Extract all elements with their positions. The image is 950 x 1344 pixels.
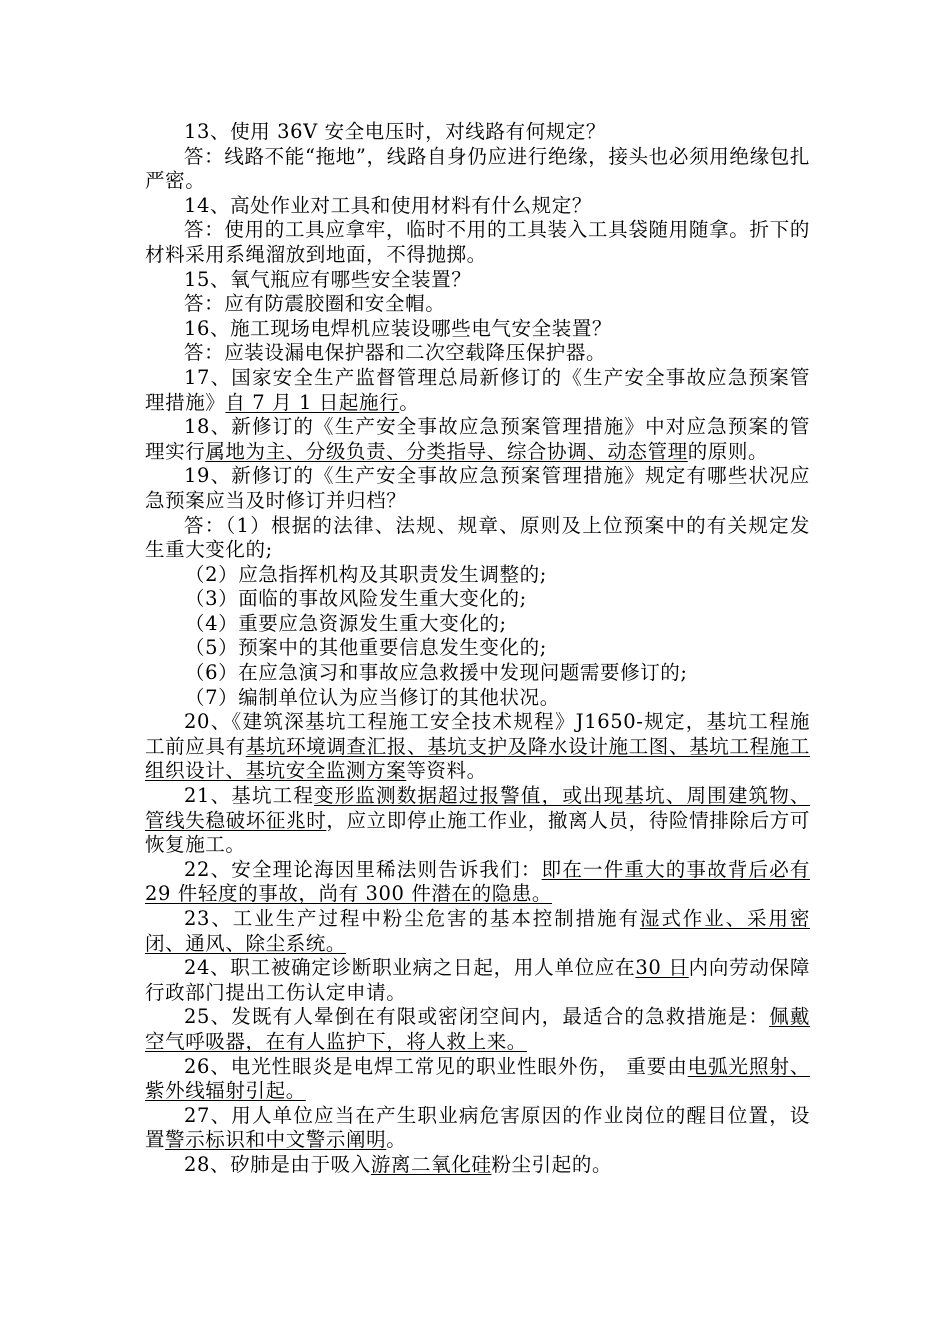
paragraph [145, 194, 810, 219]
text-run: 16、施工现场电焊机应装设哪些电气安全装置？ [184, 316, 613, 340]
text-run: 答：使用的工具应拿牢，临时不用的工具装入工具袋随用随拿。折下的材料采用系绳溜放到地面，不得抛掷。 [145, 218, 810, 266]
paragraph [145, 317, 810, 342]
text-run: （4）重要应急资源发生重大变化的; [185, 611, 507, 635]
text-run: 24、职工被确定诊断职业病之日起，用人单位应在 [184, 956, 636, 980]
paragraph [145, 1104, 810, 1153]
text-run: 等资料。 [406, 759, 487, 783]
underlined-answer: 变形监测数据超过报警值，或出现基坑、周围建筑物、管线失稳破坏征兆时 [145, 784, 810, 832]
paragraph [145, 464, 810, 513]
list-item [145, 563, 810, 588]
paragraph [145, 514, 810, 563]
text-run: 20、《建筑深基坑工程施工安全技术规程》J1650-规定，基坑工程施工前应具有 [145, 710, 810, 758]
document-body [145, 120, 810, 1178]
text-run: 21、基坑工程 [184, 784, 315, 808]
text-run: 25、发既有人晕倒在有限或密闭空间内，最适合的急救措施是： [184, 1005, 770, 1029]
text-run: 28、矽肺是由于吸入 [184, 1152, 371, 1176]
text-run: 13、使用 36V 安全电压时，对线路有何规定？ [184, 120, 607, 143]
underlined-answer: 电弧光照射、紫外线辐射引起。 [145, 1054, 810, 1103]
text-run: 18、新修订的《生产安全事故应急预案管理措施》中对应急预案的管理实行 [145, 415, 810, 463]
text-run: ，应立即停止施工作业，撤离人员，待险情排除后方可恢复施工。 [145, 808, 810, 857]
text-run: 。 [399, 390, 420, 414]
text-run: 的原则。 [687, 439, 769, 463]
paragraph [145, 292, 810, 317]
text-run: 答：应有防震胶圈和安全帽。 [184, 292, 446, 316]
underlined-answer: 基坑环境调查汇报、基坑支护及降水设计施工图、基坑工程施工组织设计、基坑安全监测方案 [145, 734, 810, 783]
underlined-answer: 自 7 月 1 日起施行 [225, 390, 400, 414]
underlined-answer: 佩戴空气呼吸器，在有人监护下，将人救上来。 [145, 1005, 810, 1053]
list-item [145, 612, 810, 637]
paragraph [145, 858, 810, 907]
text-run: 15、氧气瓶应有哪些安全装置？ [184, 267, 472, 291]
paragraph [145, 710, 810, 784]
text-run: 22、安全理论海因里稀法则告诉我们： [184, 857, 542, 881]
paragraph [145, 1153, 810, 1178]
text-run: 27、用人单位应当在产生职业病危害原因的作业岗位的醒目位置，设置 [145, 1103, 810, 1152]
text-run: （7）编制单位认为应当修订的其他状况。 [185, 685, 560, 709]
text-run: 答：应装设漏电保护器和二次空载降压保护器。 [184, 341, 607, 365]
text-run: 19、新修订的《生产安全事故应急预案管理措施》规定有哪些状况应急预案应当及时修订并归档？ [145, 464, 810, 512]
underlined-answer: 湿式作业、采用密闭、通风、除尘系统。 [145, 907, 810, 955]
text-run: 答：线路不能“拖地”，线路自身仍应进行绝缘，接头也必须用绝缘包扎严密。 [145, 144, 810, 193]
text-run: 14、高处作业对工具和使用材料有什么规定？ [184, 193, 592, 217]
underlined-answer: 属地为主、分级负责、分类指导、综合协调、动态管理 [205, 439, 688, 463]
list-item [145, 661, 810, 686]
text-run: （5）预案中的其他重要信息发生变化的; [185, 636, 547, 660]
underlined-answer: 30 日 [635, 956, 689, 980]
paragraph [145, 415, 810, 464]
underlined-answer: 即在一件重大的事故背后必有 29 件轻度的事故，尚有 300 件潜在的隐患。 [145, 857, 810, 906]
text-run: 26、电光性眼炎是电焊工常见的职业性眼外伤， 重要由 [184, 1054, 688, 1078]
paragraph [145, 907, 810, 956]
list-item [145, 636, 810, 661]
paragraph [145, 1055, 810, 1104]
paragraph [145, 120, 810, 145]
paragraph [145, 218, 810, 267]
text-run: 答：（1）根据的法律、法规、规章、原则及上位预案中的有关规定发生重大变化的; [145, 513, 810, 562]
paragraph [145, 1005, 810, 1054]
text-run: （2）应急指挥机构及其职责发生调整的; [185, 562, 547, 586]
text-run: 。 [386, 1128, 407, 1152]
text-run: 内向劳动保障行政部门提出工伤认定申请。 [145, 956, 810, 1004]
underlined-answer: 游离二氧化硅 [370, 1152, 492, 1176]
text-run: （6）在应急演习和事故应急救援中发现问题需要修订的; [185, 661, 688, 685]
text-run: 粉尘引起的。 [491, 1152, 613, 1176]
text-run: 17、国家安全生产监督管理总局新修订的《生产安全事故应急预案管理措施》 [145, 365, 810, 414]
paragraph [145, 956, 810, 1005]
list-item [145, 686, 810, 711]
paragraph [145, 341, 810, 366]
paragraph [145, 268, 810, 293]
text-run: 23、工业生产过程中粉尘危害的基本控制措施有 [184, 907, 640, 930]
paragraph [145, 784, 810, 858]
text-run: （3）面临的事故风险发生重大变化的; [185, 587, 527, 611]
paragraph [145, 145, 810, 194]
underlined-answer: 警示标识和中文警示阐明 [165, 1128, 387, 1152]
list-item [145, 587, 810, 612]
paragraph [145, 366, 810, 415]
